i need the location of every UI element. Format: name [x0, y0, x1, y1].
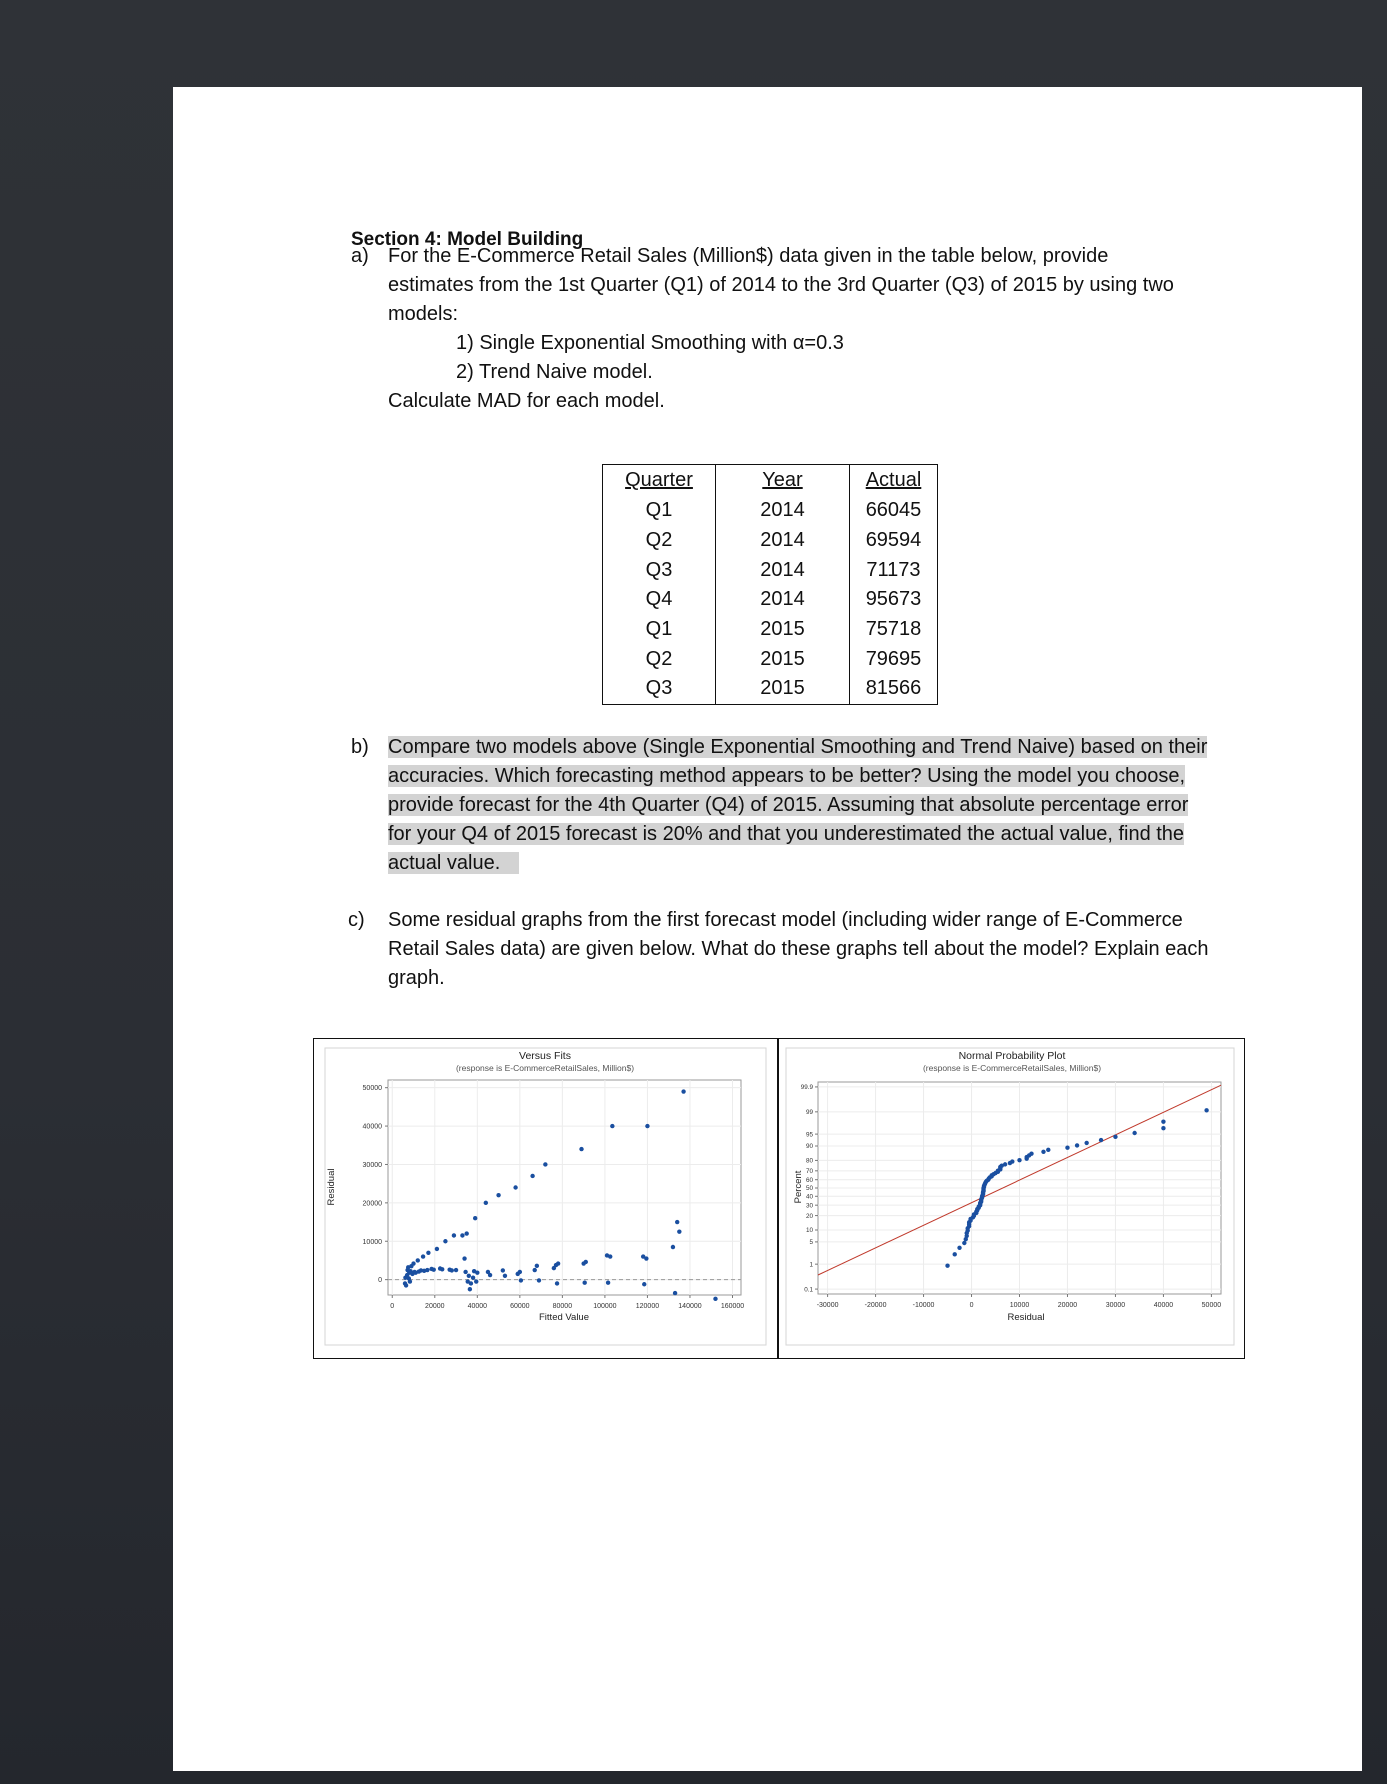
header-quarter: Quarter — [603, 465, 716, 497]
data-point — [450, 1268, 454, 1272]
data-point — [583, 1281, 587, 1285]
data-point — [1017, 1158, 1021, 1162]
part-b-line-4: for your Q4 of 2015 forecast is 20% and that you underestimated the actual value, find the — [388, 823, 1185, 845]
table-row — [603, 555, 938, 585]
data-point — [556, 1261, 560, 1265]
cell-actual: 71173 — [850, 555, 938, 585]
data-point — [475, 1271, 479, 1275]
table-row — [603, 585, 938, 615]
x-tick-label: 50000 — [1201, 1302, 1222, 1309]
data-point — [579, 1147, 583, 1151]
data-point — [503, 1274, 507, 1278]
part-a-marker: a) — [351, 245, 369, 267]
data-point — [644, 1256, 648, 1260]
data-point — [443, 1239, 447, 1243]
y-tick-label: 70 — [805, 1168, 813, 1176]
x-tick-label: -20000 — [864, 1302, 887, 1309]
data-point — [519, 1278, 523, 1282]
data-point — [677, 1229, 681, 1233]
cell-year: 2015 — [716, 674, 850, 704]
data-point — [945, 1263, 949, 1267]
x-tick-label: 20000 — [425, 1303, 445, 1310]
cell-quarter: Q1 — [603, 496, 716, 526]
x-tick-label: 40000 — [1153, 1302, 1174, 1309]
data-point — [496, 1193, 500, 1197]
data-point — [555, 1281, 559, 1285]
x-tick-label: 120000 — [635, 1303, 660, 1310]
data-point — [543, 1162, 547, 1166]
y-tick-label: 10000 — [362, 1238, 382, 1246]
cell-quarter: Q1 — [603, 615, 716, 645]
document-page — [173, 87, 1362, 1771]
data-point — [484, 1201, 488, 1205]
data-point — [537, 1278, 541, 1282]
chart-title: Versus Fits — [519, 1050, 571, 1062]
part-c-line-1: Some residual graphs from the first forecast model (including wider range of E-Commerce — [388, 909, 1183, 931]
data-point — [440, 1267, 444, 1271]
data-point — [584, 1260, 588, 1264]
y-tick-label: 20000 — [362, 1200, 382, 1208]
data-point — [1003, 1162, 1007, 1166]
part-a-line-1: For the E-Commerce Retail Sales (Million$) data given in the table below, provide — [388, 245, 1109, 267]
x-tick-label: 80000 — [552, 1303, 573, 1310]
data-point — [610, 1124, 614, 1128]
y-tick-label: 40000 — [362, 1123, 382, 1131]
data-point — [1099, 1138, 1103, 1142]
table-row — [603, 674, 938, 704]
data-point — [464, 1231, 468, 1235]
chart-title: Normal Probability Plot — [958, 1050, 1066, 1062]
cell-quarter: Q2 — [603, 526, 716, 556]
table-header-row — [603, 465, 938, 497]
data-point — [645, 1124, 649, 1128]
data-point — [530, 1174, 534, 1178]
cell-year: 2015 — [716, 644, 850, 674]
part-a-line-3: models: — [388, 303, 459, 325]
chart-subtitle: (response is E-CommerceRetailSales, Million$) — [922, 1063, 1102, 1073]
model-1-text: 1) Single Exponential Smoothing with α=0.3 — [456, 332, 844, 354]
y-tick-label: 10 — [805, 1227, 813, 1235]
data-point — [467, 1274, 471, 1278]
cell-actual: 79695 — [850, 644, 938, 674]
data-point — [411, 1261, 415, 1265]
data-point — [606, 1281, 610, 1285]
data-point — [454, 1268, 458, 1272]
part-c-marker: c) — [348, 909, 365, 931]
cell-actual: 75718 — [850, 615, 938, 645]
data-point — [1065, 1146, 1069, 1150]
y-axis-label: Residual — [326, 1168, 337, 1206]
y-tick-label: 30000 — [362, 1161, 382, 1169]
x-tick-label: 30000 — [1105, 1302, 1126, 1309]
data-point — [435, 1247, 439, 1251]
data-point — [681, 1089, 685, 1093]
y-tick-label: 95 — [805, 1131, 813, 1139]
data-point — [462, 1256, 466, 1260]
x-tick-label: 100000 — [593, 1303, 617, 1310]
x-tick-label: 0 — [969, 1302, 974, 1309]
cell-year: 2014 — [716, 526, 850, 556]
cell-quarter: Q3 — [603, 555, 716, 585]
cell-year: 2015 — [716, 615, 850, 645]
chart-subtitle: (response is E-CommerceRetailSales, Million$) — [455, 1063, 635, 1073]
data-point — [416, 1258, 420, 1262]
data-point — [671, 1245, 675, 1249]
section-title: Section 4: Model Building — [351, 229, 584, 250]
header-year: Year — [716, 465, 850, 497]
x-tick-label: -30000 — [816, 1302, 839, 1309]
header-actual: Actual — [850, 465, 938, 497]
part-b-marker: b) — [351, 736, 369, 758]
data-point — [675, 1220, 679, 1224]
data-point — [473, 1216, 477, 1220]
data-point — [1046, 1148, 1050, 1152]
part-b-line-1: Compare two models above (Single Exponential Smoothing and Trend Naive) based on their — [388, 736, 1208, 758]
data-point — [642, 1282, 646, 1286]
data-point — [673, 1291, 677, 1295]
cell-quarter: Q2 — [603, 644, 716, 674]
data-point — [501, 1268, 505, 1272]
data-point — [1084, 1141, 1088, 1145]
mad-instruction: Calculate MAD for each model. — [388, 390, 665, 412]
x-axis-label: Residual — [1007, 1312, 1045, 1323]
x-tick-label: 20000 — [1057, 1302, 1078, 1309]
data-point — [1075, 1143, 1079, 1147]
data-point — [408, 1279, 412, 1283]
table-row — [603, 526, 938, 556]
data-point — [1161, 1126, 1165, 1130]
data-point — [535, 1264, 539, 1268]
data-point — [513, 1185, 517, 1189]
y-tick-label: 80 — [805, 1157, 813, 1165]
cell-year: 2014 — [716, 555, 850, 585]
x-tick-label: 10000 — [1009, 1302, 1030, 1309]
table-row — [603, 644, 938, 674]
x-tick-label: 0 — [390, 1303, 395, 1310]
data-point — [426, 1251, 430, 1255]
y-tick-label: 90 — [805, 1143, 813, 1151]
y-axis-label: Percent — [793, 1170, 804, 1204]
data-point — [471, 1276, 475, 1280]
y-tick-label: 30 — [805, 1202, 813, 1210]
x-tick-label: 140000 — [678, 1303, 702, 1310]
x-tick-label: 60000 — [510, 1303, 530, 1310]
data-point — [1204, 1108, 1208, 1112]
y-tick-label: 99.9 — [800, 1084, 813, 1092]
sales-table — [602, 464, 938, 705]
cell-actual: 95673 — [850, 585, 938, 615]
plot-area — [388, 1080, 741, 1295]
x-axis-label: Fitted Value — [539, 1312, 589, 1323]
y-tick-label: 20 — [805, 1212, 813, 1220]
data-point — [1132, 1131, 1136, 1135]
y-tick-label: 0.1 — [804, 1286, 813, 1294]
data-point — [474, 1279, 478, 1283]
data-point — [1161, 1119, 1165, 1123]
cell-year: 2014 — [716, 496, 850, 526]
data-point — [468, 1287, 472, 1291]
data-point — [953, 1252, 957, 1256]
y-tick-label: 40 — [805, 1193, 813, 1201]
y-tick-label: 1 — [809, 1261, 813, 1269]
normal-probability-chart — [779, 1039, 1243, 1358]
residual-plots-frame — [313, 1038, 1245, 1359]
x-tick-label: 40000 — [467, 1303, 488, 1310]
part-c-line-2: Retail Sales data) are given below. What do these graphs tell about the model? Explain each — [388, 938, 1209, 960]
data-point — [404, 1283, 408, 1287]
part-a-line-2: estimates from the 1st Quarter (Q1) of 2014 to the 3rd Quarter (Q3) of 2015 by using two — [388, 274, 1174, 296]
table-row — [603, 615, 938, 645]
data-point — [421, 1254, 425, 1258]
data-point — [452, 1233, 456, 1237]
part-b-line-3: provide forecast for the 4th Quarter (Q4) of 2015. Assuming that absolute percentage error — [388, 794, 1189, 816]
part-c-line-3: graph. — [388, 967, 445, 989]
data-point — [463, 1270, 467, 1274]
data-point — [1029, 1151, 1033, 1155]
versus-fits-chart — [314, 1039, 777, 1358]
data-point — [962, 1241, 966, 1245]
cell-year: 2014 — [716, 585, 850, 615]
model-2-text: 2) Trend Naive model. — [456, 361, 653, 383]
data-point — [425, 1268, 429, 1272]
table-row — [603, 496, 938, 526]
data-point — [608, 1254, 612, 1258]
data-point — [488, 1273, 492, 1277]
cell-actual: 81566 — [850, 674, 938, 704]
cell-quarter: Q3 — [603, 674, 716, 704]
data-point — [469, 1281, 473, 1285]
x-tick-label: -10000 — [912, 1302, 935, 1309]
y-tick-label: 0 — [378, 1277, 382, 1285]
y-tick-label: 5 — [809, 1239, 813, 1247]
y-tick-label: 50 — [805, 1185, 813, 1193]
cell-actual: 66045 — [850, 496, 938, 526]
y-tick-label: 99 — [805, 1109, 813, 1117]
cell-quarter: Q4 — [603, 585, 716, 615]
part-b-line-2: accuracies. Which forecasting method appears to be better? Using the model you choose, — [388, 765, 1186, 787]
data-point — [957, 1246, 961, 1250]
y-tick-label: 50000 — [362, 1085, 382, 1093]
cell-actual: 69594 — [850, 526, 938, 556]
data-point — [713, 1297, 717, 1301]
data-point — [1010, 1159, 1014, 1163]
part-b-line-5: actual value. — [388, 852, 519, 874]
data-point — [460, 1233, 464, 1237]
y-tick-label: 60 — [805, 1176, 813, 1184]
data-point — [1113, 1135, 1117, 1139]
data-point — [432, 1267, 436, 1271]
data-point — [1041, 1150, 1045, 1154]
data-point — [518, 1270, 522, 1274]
x-tick-label: 160000 — [720, 1303, 745, 1310]
data-point — [533, 1268, 537, 1272]
